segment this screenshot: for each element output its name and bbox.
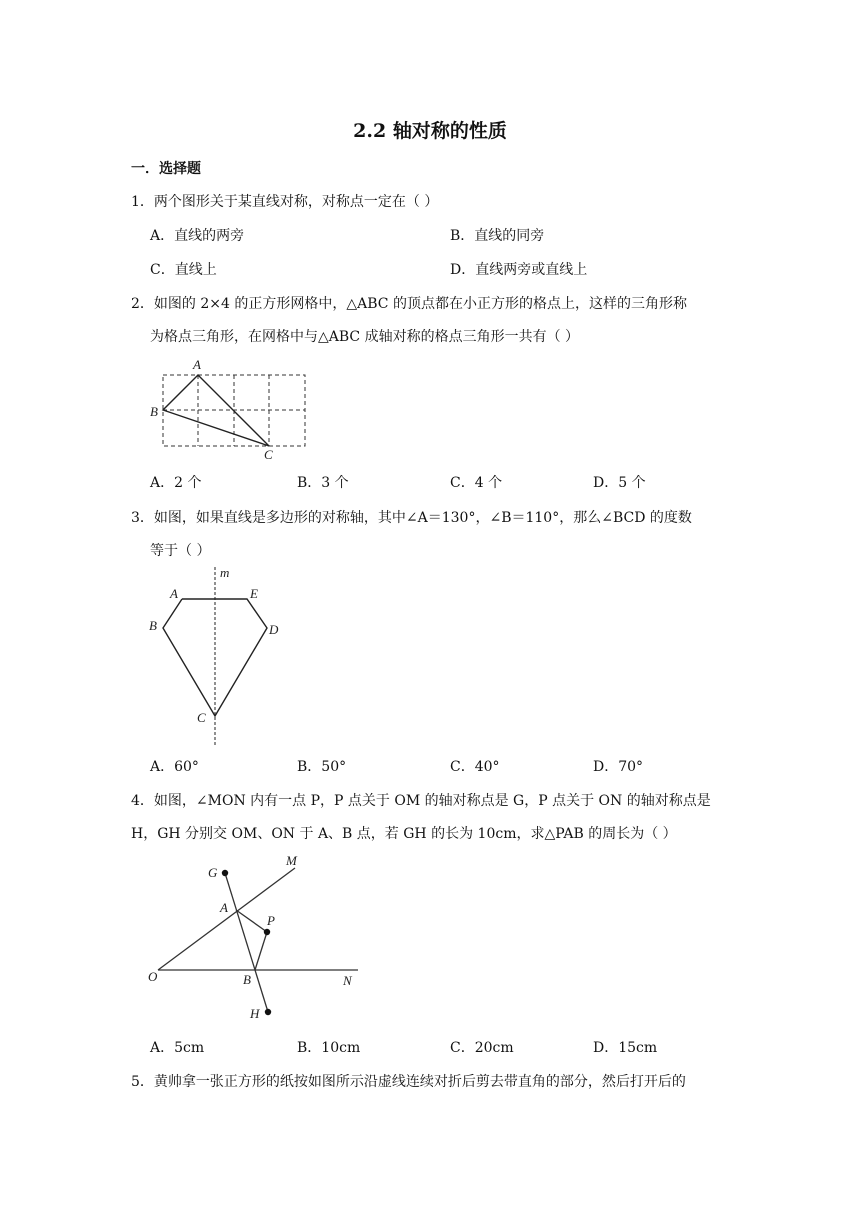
question-2-line2: 为格点三角形，在网格中与△ABC 成轴对称的格点三角形一共有（ ） <box>150 329 580 345</box>
section-heading: 一．选择题 <box>131 161 201 177</box>
segment-gh <box>225 873 268 1012</box>
q4-label-g: G <box>208 865 218 880</box>
q4-option-d[interactable]: D．15cm <box>593 1040 658 1056</box>
q4-option-a[interactable]: A．5cm <box>150 1040 205 1056</box>
q3-label-c: C <box>197 710 206 725</box>
q3-label-a: A <box>170 586 178 601</box>
segment-ap <box>236 910 267 932</box>
q2-label-c: C <box>264 447 273 462</box>
question-5-line1: 5．黄帅拿一张正方形的纸按如图所示沿虚线连续对折后剪去带直角的部分，然后打开后的 <box>131 1074 686 1090</box>
q2-option-a[interactable]: A．2 个 <box>150 475 202 491</box>
question-4-line1: 4．如图，∠MON 内有一点 P，P 点关于 OM 的轴对称点是 G，P 点关于 ON 的轴对称点是 <box>131 793 711 809</box>
question-3-line1: 3．如图，如果直线是多边形的对称轴，其中∠A＝130°，∠B＝110°，那么∠BCD 的度数 <box>131 510 692 526</box>
q4-angle-figure <box>140 848 370 1028</box>
point-g <box>222 870 228 876</box>
q1-option-c[interactable]: C．直线上 <box>150 262 217 278</box>
q3-label-b: B <box>149 618 157 633</box>
question-2-line1: 2．如图的 2×4 的正方形网格中，△ABC 的顶点都在小正方形的格点上，这样的三角形称 <box>131 296 687 312</box>
q3-option-b[interactable]: B．50° <box>297 759 347 775</box>
q4-label-h: H <box>250 1006 260 1021</box>
q4-label-p: P <box>267 913 275 928</box>
q1-option-b[interactable]: B．直线的同旁 <box>450 228 545 244</box>
q4-option-b[interactable]: B．10cm <box>297 1040 361 1056</box>
point-p <box>264 929 270 935</box>
q3-polygon-figure <box>140 562 290 747</box>
q1-option-a[interactable]: A．直线的两旁 <box>150 228 245 244</box>
q2-label-b: B <box>150 404 158 419</box>
q2-option-b[interactable]: B．3 个 <box>297 475 349 491</box>
q4-option-c[interactable]: C．20cm <box>450 1040 514 1056</box>
q2-label-a: A <box>193 357 201 372</box>
q3-label-m: m <box>220 565 230 580</box>
question-3-line2: 等于（ ） <box>150 543 211 559</box>
q3-label-e: E <box>250 586 258 601</box>
q4-label-n: N <box>343 973 352 988</box>
page-title: 2.2 轴对称的性质 <box>353 120 507 142</box>
question-1-text: 1．两个图形关于某直线对称，对称点一定在（ ） <box>131 194 439 210</box>
point-h <box>265 1009 271 1015</box>
q3-label-d: D <box>269 622 279 637</box>
q4-label-b: B <box>243 972 251 987</box>
q4-label-o: O <box>148 969 158 984</box>
q3-option-c[interactable]: C．40° <box>450 759 500 775</box>
q4-label-m: M <box>286 853 297 868</box>
q3-option-d[interactable]: D．70° <box>593 759 644 775</box>
q2-grid-figure <box>145 355 320 465</box>
segment-pb <box>255 932 267 970</box>
question-4-line2: H，GH 分别交 OM、ON 于 A、B 点，若 GH 的长为 10cm，求△PAB 的周长为（ ） <box>131 826 677 842</box>
q3-option-a[interactable]: A．60° <box>150 759 199 775</box>
q4-label-a: A <box>220 900 228 915</box>
q2-option-c[interactable]: C．4 个 <box>450 475 503 491</box>
q1-option-d[interactable]: D．直线两旁或直线上 <box>450 262 588 278</box>
q2-option-d[interactable]: D．5 个 <box>593 475 646 491</box>
